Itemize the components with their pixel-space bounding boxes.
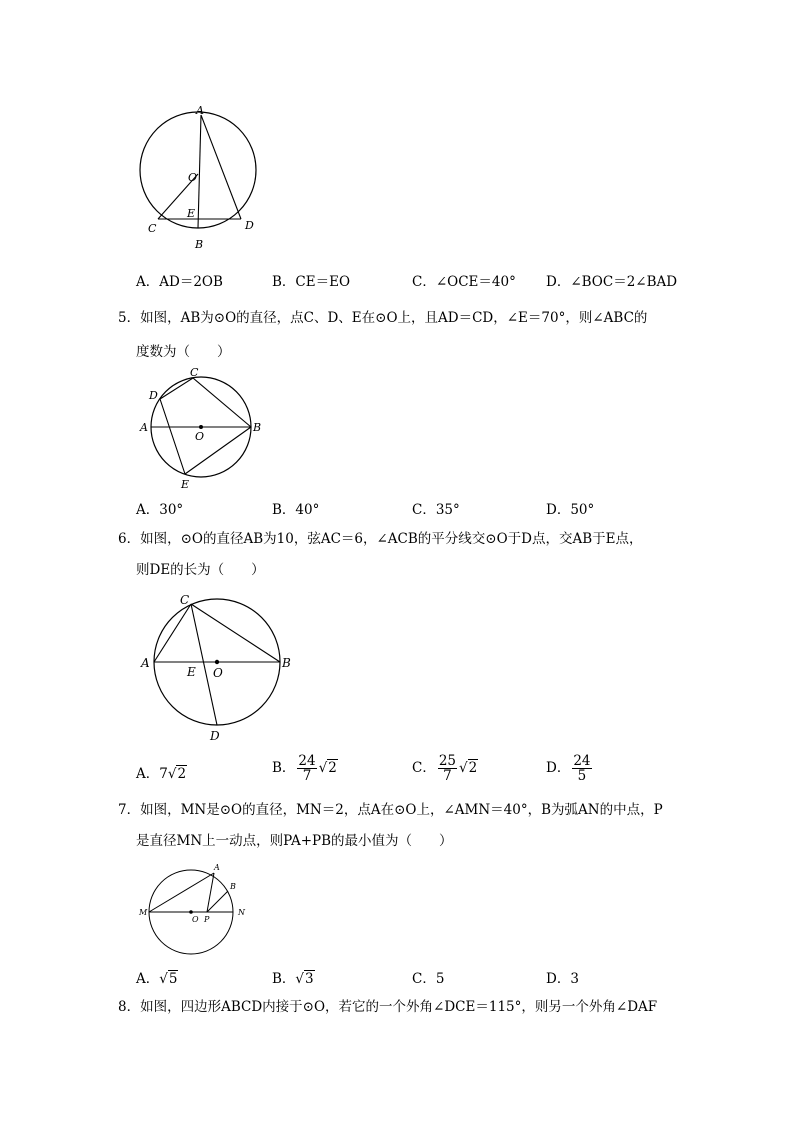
- q8-stem-line1: 8．如图，四边形ABCD内接于⊙O，若它的一个外角∠DCE＝115°，则另一个外角∠DAF: [118, 999, 658, 1015]
- q5-line-CB: [193, 378, 251, 427]
- q6-option-a[interactable]: A．7√2: [136, 766, 187, 782]
- q4-figure: [130, 100, 270, 250]
- q5-label-B: B: [253, 421, 262, 434]
- q6-option-c-radicand: 2: [468, 760, 478, 776]
- q4-option-b[interactable]: B．CE＝EO: [272, 274, 351, 290]
- q7-figure: [135, 858, 255, 958]
- q6-option-b[interactable]: B． $\frac{24}{7}$ √2: [272, 753, 337, 784]
- q6-option-c-numerator: 25: [438, 753, 457, 769]
- q5-figure: [135, 365, 270, 495]
- q6-center-dot: [215, 660, 219, 664]
- q6-label-D: D: [210, 729, 220, 743]
- q6-option-d-numerator: 24: [573, 753, 591, 769]
- q6-option-d[interactable]: [546, 754, 594, 783]
- q4-label-C: C: [148, 222, 157, 235]
- q6-option-b-radicand: 2: [328, 760, 337, 776]
- q7-label-A: A: [214, 863, 220, 872]
- q7-option-a-radicand: 5: [168, 971, 178, 987]
- q5-label-E: E: [181, 478, 190, 491]
- q6-option-c-denominator: 7: [443, 768, 452, 784]
- q5-option-b[interactable]: B．40°: [272, 502, 320, 518]
- q6-option-b-numerator: 24: [298, 753, 316, 769]
- q7-center-dot: [189, 910, 193, 914]
- q5-option-c[interactable]: C．35°: [412, 502, 460, 518]
- q5-center-dot: [199, 425, 203, 429]
- q7-stem-line2: 是直径MN上一动点，则PA+PB的最小值为（ ）: [136, 833, 453, 849]
- q5-line-DE: [160, 399, 185, 474]
- q7-stem-line1: 7．如图，MN是⊙O的直径，MN＝2，点A在⊙O上，∠AMN＝40°，B为弧AN的中点，P: [118, 802, 663, 818]
- q4-line-AD: [201, 115, 241, 219]
- q5-label-A: A: [140, 421, 148, 434]
- q6-option-a-label: A．: [136, 766, 160, 782]
- q7-option-d[interactable]: D．3: [546, 971, 579, 987]
- q5-label-D: D: [149, 389, 158, 402]
- q7-option-a[interactable]: A．√5: [136, 971, 178, 987]
- q6-option-b-denominator: 7: [302, 768, 312, 784]
- q7-option-a-label: A．: [136, 971, 160, 987]
- q4-label-A: A: [196, 104, 204, 117]
- q5-option-a[interactable]: A．30°: [136, 502, 184, 518]
- q6-option-a-radicand: 2: [177, 766, 187, 782]
- q7-label-M: M: [139, 908, 148, 917]
- q7-option-c[interactable]: C．5: [412, 971, 445, 987]
- q7-line-MA: [149, 873, 214, 912]
- q5-stem-line2: 度数为（ ）: [136, 344, 231, 360]
- q6-option-c[interactable]: C． $\frac{25}{7}$ √2: [412, 753, 478, 784]
- q6-option-b-label: B．: [272, 760, 296, 776]
- q5-label-C: C: [190, 366, 199, 379]
- q4-line-AB: [198, 115, 201, 228]
- q4-label-E: E: [187, 207, 196, 220]
- q4-label-D: D: [245, 219, 254, 232]
- q4-label-B: B: [195, 238, 204, 250]
- q7-option-b[interactable]: B．√3: [272, 971, 314, 987]
- q7-label-P: P: [204, 915, 210, 924]
- q6-label-A: A: [141, 656, 150, 670]
- q7-label-N: N: [238, 908, 245, 917]
- q7-option-b-label: B．: [272, 971, 296, 987]
- q5-stem-line1: 5．如图，AB为⊙O的直径，点C、D、E在⊙O上，且AD＝CD，∠E＝70°，则∠ABC的: [118, 310, 648, 326]
- q7-label-O: O: [192, 915, 199, 924]
- q6-option-d-label: D．: [546, 760, 571, 776]
- q6-stem-line1: 6．如图，⊙O的直径AB为10，弦AC＝6，∠ACB的平分线交⊙O于D点，交AB于E点，: [118, 531, 643, 547]
- q6-option-d-denominator: 5: [577, 768, 587, 784]
- q6-line-CA: [154, 604, 191, 662]
- q4-label-O: O: [188, 171, 198, 184]
- q6-option-c-label: C．: [412, 760, 436, 776]
- q6-label-C: C: [180, 593, 190, 607]
- q7-label-B: B: [230, 882, 236, 891]
- q6-stem-line2: 则DE的长为（ ）: [136, 562, 265, 578]
- q5-line-DC: [160, 378, 193, 399]
- q7-option-b-radicand: 3: [305, 971, 314, 987]
- q5-label-O: O: [195, 430, 205, 443]
- q6-label-B: B: [282, 656, 291, 670]
- q6-label-E: E: [187, 665, 196, 679]
- q6-option-a-coef: 7: [159, 766, 168, 782]
- q6-label-O: O: [213, 666, 223, 680]
- q4-option-c[interactable]: C．∠OCE＝40°: [412, 274, 516, 290]
- q4-option-d[interactable]: D．∠BOC＝2∠BAD: [546, 274, 678, 290]
- q4-option-a[interactable]: A．AD＝2OB: [136, 274, 223, 290]
- q6-figure: [138, 590, 298, 745]
- q5-option-d[interactable]: D．50°: [546, 502, 595, 518]
- q6-line-CB: [191, 604, 280, 662]
